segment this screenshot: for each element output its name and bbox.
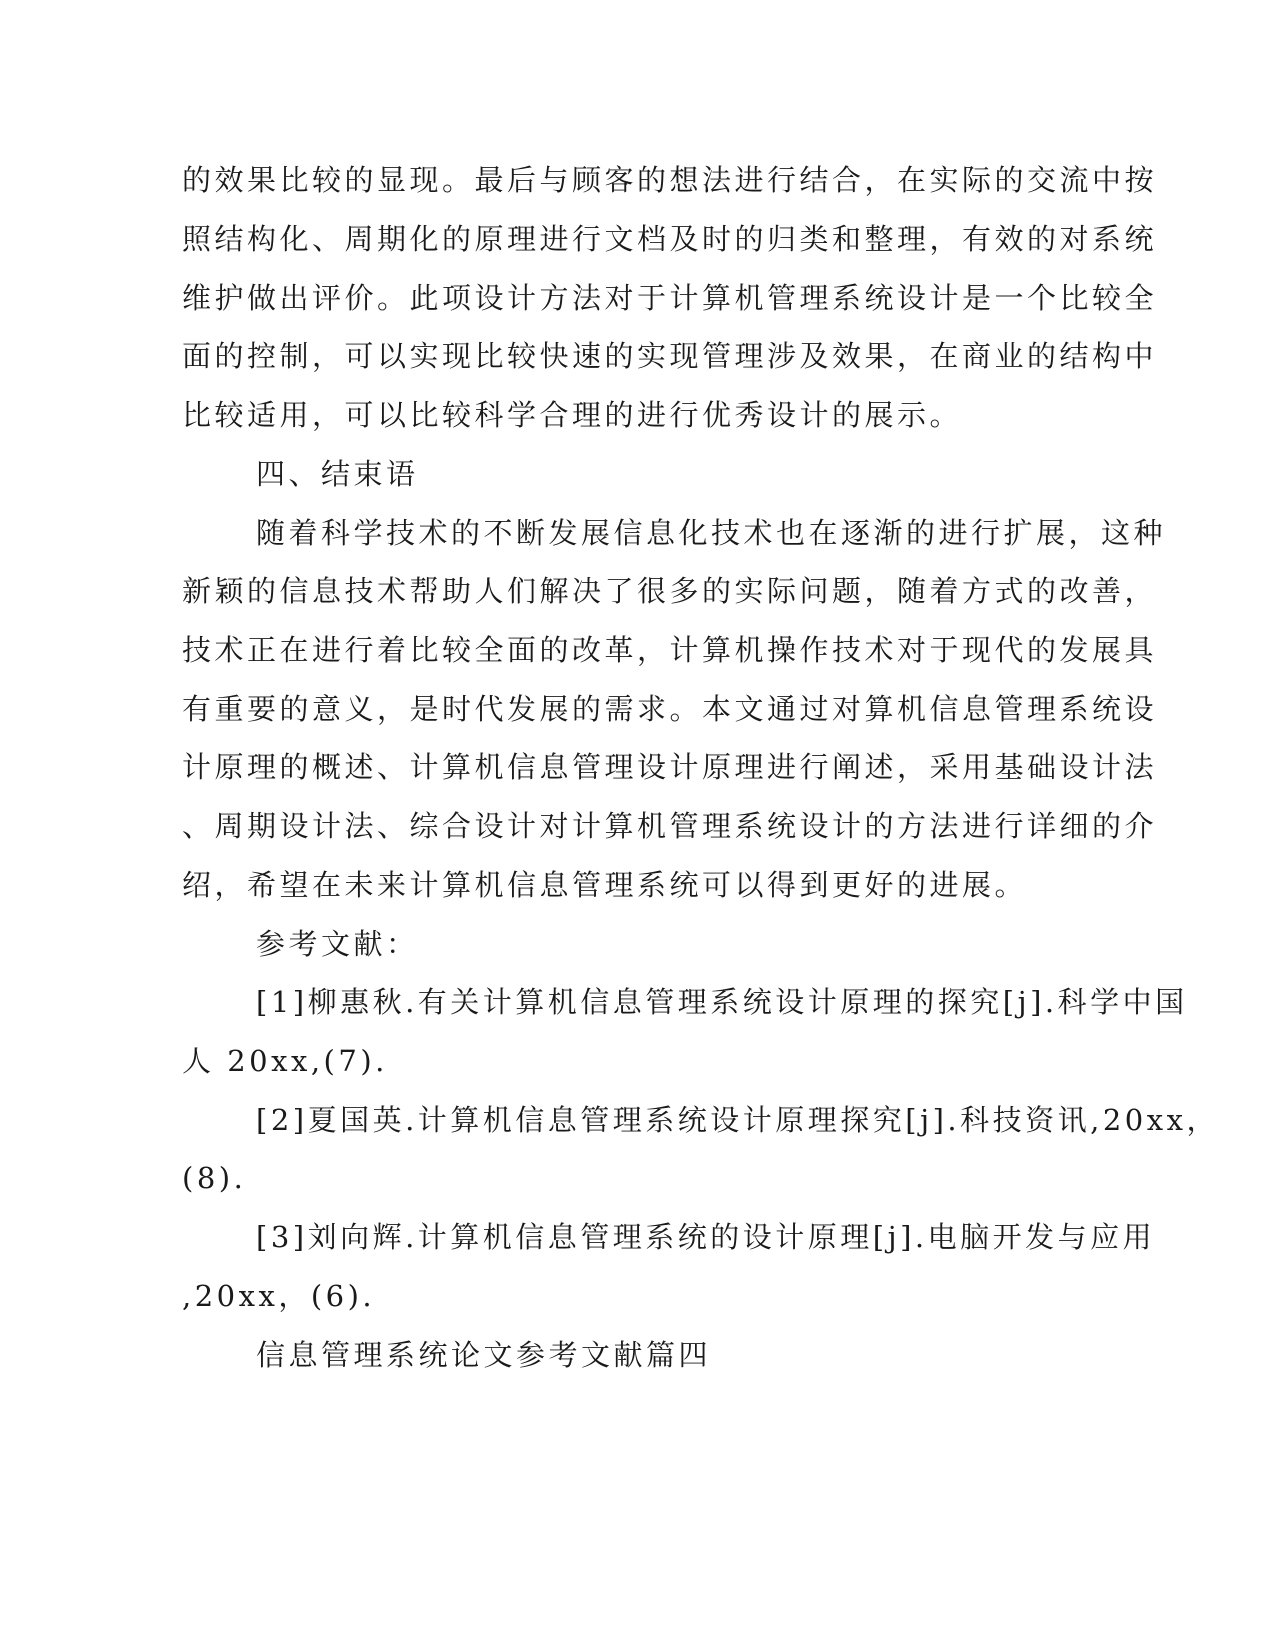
paragraph-line: 有重要的意义，是时代发展的需求。本文通过对算机信息管理系统设 bbox=[182, 692, 1158, 726]
references-heading: 参考文献： bbox=[256, 927, 419, 961]
paragraph-line: 比较适用，可以比较科学合理的进行优秀设计的展示。 bbox=[182, 398, 963, 432]
paragraph-line: 、周期设计法、综合设计对计算机管理系统设计的方法进行详细的介 bbox=[182, 809, 1158, 843]
reference-item-continued: (8). bbox=[182, 1161, 247, 1195]
paragraph-line: 面的控制，可以实现比较快速的实现管理涉及效果，在商业的结构中 bbox=[182, 339, 1158, 373]
reference-item: [1]柳惠秋.有关计算机信息管理系统设计原理的探究[j].科学中国 bbox=[256, 985, 1188, 1019]
reference-item-continued: ,20xx，(6). bbox=[182, 1279, 376, 1313]
next-section-title: 信息管理系统论文参考文献篇四 bbox=[256, 1338, 712, 1372]
paragraph-line: 技术正在进行着比较全面的改革，计算机操作技术对于现代的发展具 bbox=[182, 633, 1158, 667]
paragraph-line: 维护做出评价。此项设计方法对于计算机管理系统设计是一个比较全 bbox=[182, 281, 1158, 315]
paragraph-line: 的效果比较的显现。最后与顾客的想法进行结合，在实际的交流中按 bbox=[182, 163, 1158, 197]
section-heading: 四、结束语 bbox=[256, 457, 419, 491]
reference-item-continued: 人 20xx,(7). bbox=[182, 1044, 388, 1078]
paragraph-line: 照结构化、周期化的原理进行文档及时的归类和整理，有效的对系统 bbox=[182, 222, 1158, 256]
paragraph-line: 绍，希望在未来计算机信息管理系统可以得到更好的进展。 bbox=[182, 868, 1028, 902]
paragraph-line: 新颖的信息技术帮助人们解决了很多的实际问题，随着方式的改善， bbox=[182, 574, 1158, 608]
reference-item: [3]刘向辉.计算机信息管理系统的设计原理[j].电脑开发与应用 bbox=[256, 1220, 1156, 1254]
paragraph-line: 随着科学技术的不断发展信息化技术也在逐渐的进行扩展，这种 bbox=[256, 516, 1167, 550]
paragraph-line: 计原理的概述、计算机信息管理设计原理进行阐述，采用基础设计法 bbox=[182, 750, 1158, 784]
reference-item: [2]夏国英.计算机信息管理系统设计原理探究[j].科技资讯,20xx， bbox=[256, 1103, 1219, 1137]
